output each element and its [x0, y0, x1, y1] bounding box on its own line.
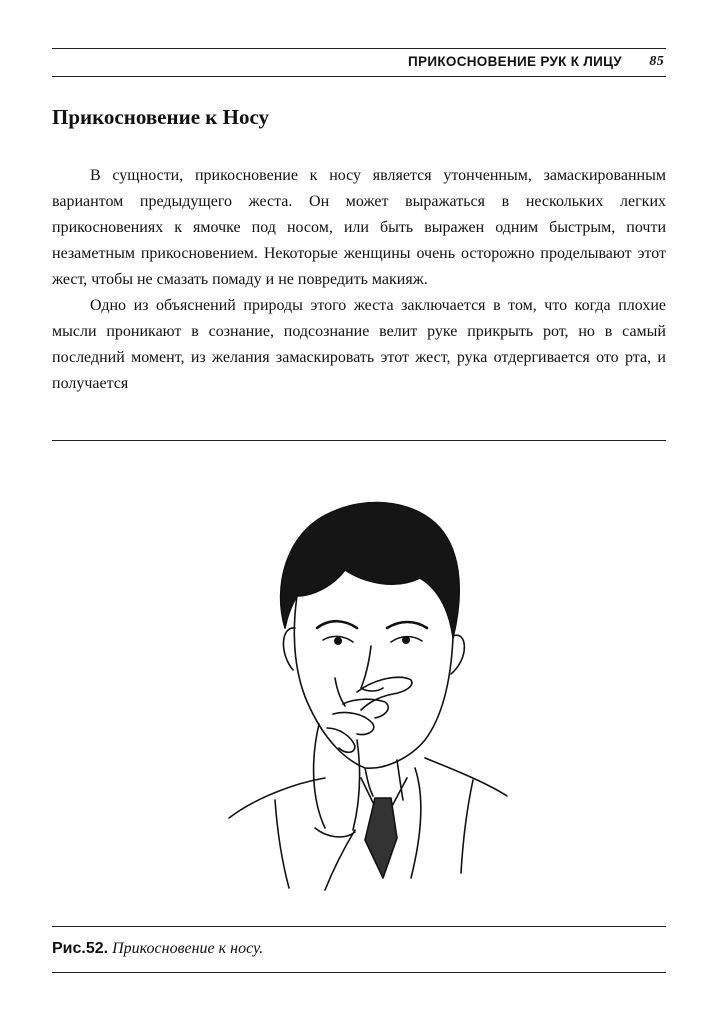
header-rule-top	[52, 48, 666, 49]
nose-touch-illustration	[215, 478, 515, 898]
header-rule-bottom	[52, 76, 666, 77]
caption-rule-bottom	[52, 972, 666, 973]
body-text	[52, 163, 666, 397]
figure-number: Рис.52.	[52, 940, 109, 957]
running-head	[52, 52, 666, 74]
figure-caption-text: Прикосновение к носу.	[112, 940, 264, 957]
caption-rule-top	[52, 926, 666, 927]
paragraph-2: Одно из объяснений природы этого жеста заключается в том, что когда плохие мысли проникают в сознание, подсознание велит руке прикрыть рот, но в самый последний момент, из желания замаскировать этот жест, рука отдергивается ото рта, и получается	[52, 297, 666, 392]
section-title: Прикосновение к Носу	[52, 105, 269, 129]
page-number: 85	[649, 54, 664, 69]
paragraph-1: В сущности, прикосновение к носу является утонченным, замаскированным вариантом предыдущего жеста. Он может выражаться в нескольких легких прикосновениях к ямочке под носом, или быть выражен одним быстрым, почти незаметным прикосновением. Некоторые женщины очень осторожно проделывают этот жест, чтобы не смазать помаду и не повредить макияж.	[52, 167, 666, 288]
running-title: ПРИКОСНОВЕНИЕ РУК К ЛИЦУ	[408, 54, 622, 69]
text-end-rule	[52, 440, 666, 441]
figure-caption	[52, 940, 263, 958]
